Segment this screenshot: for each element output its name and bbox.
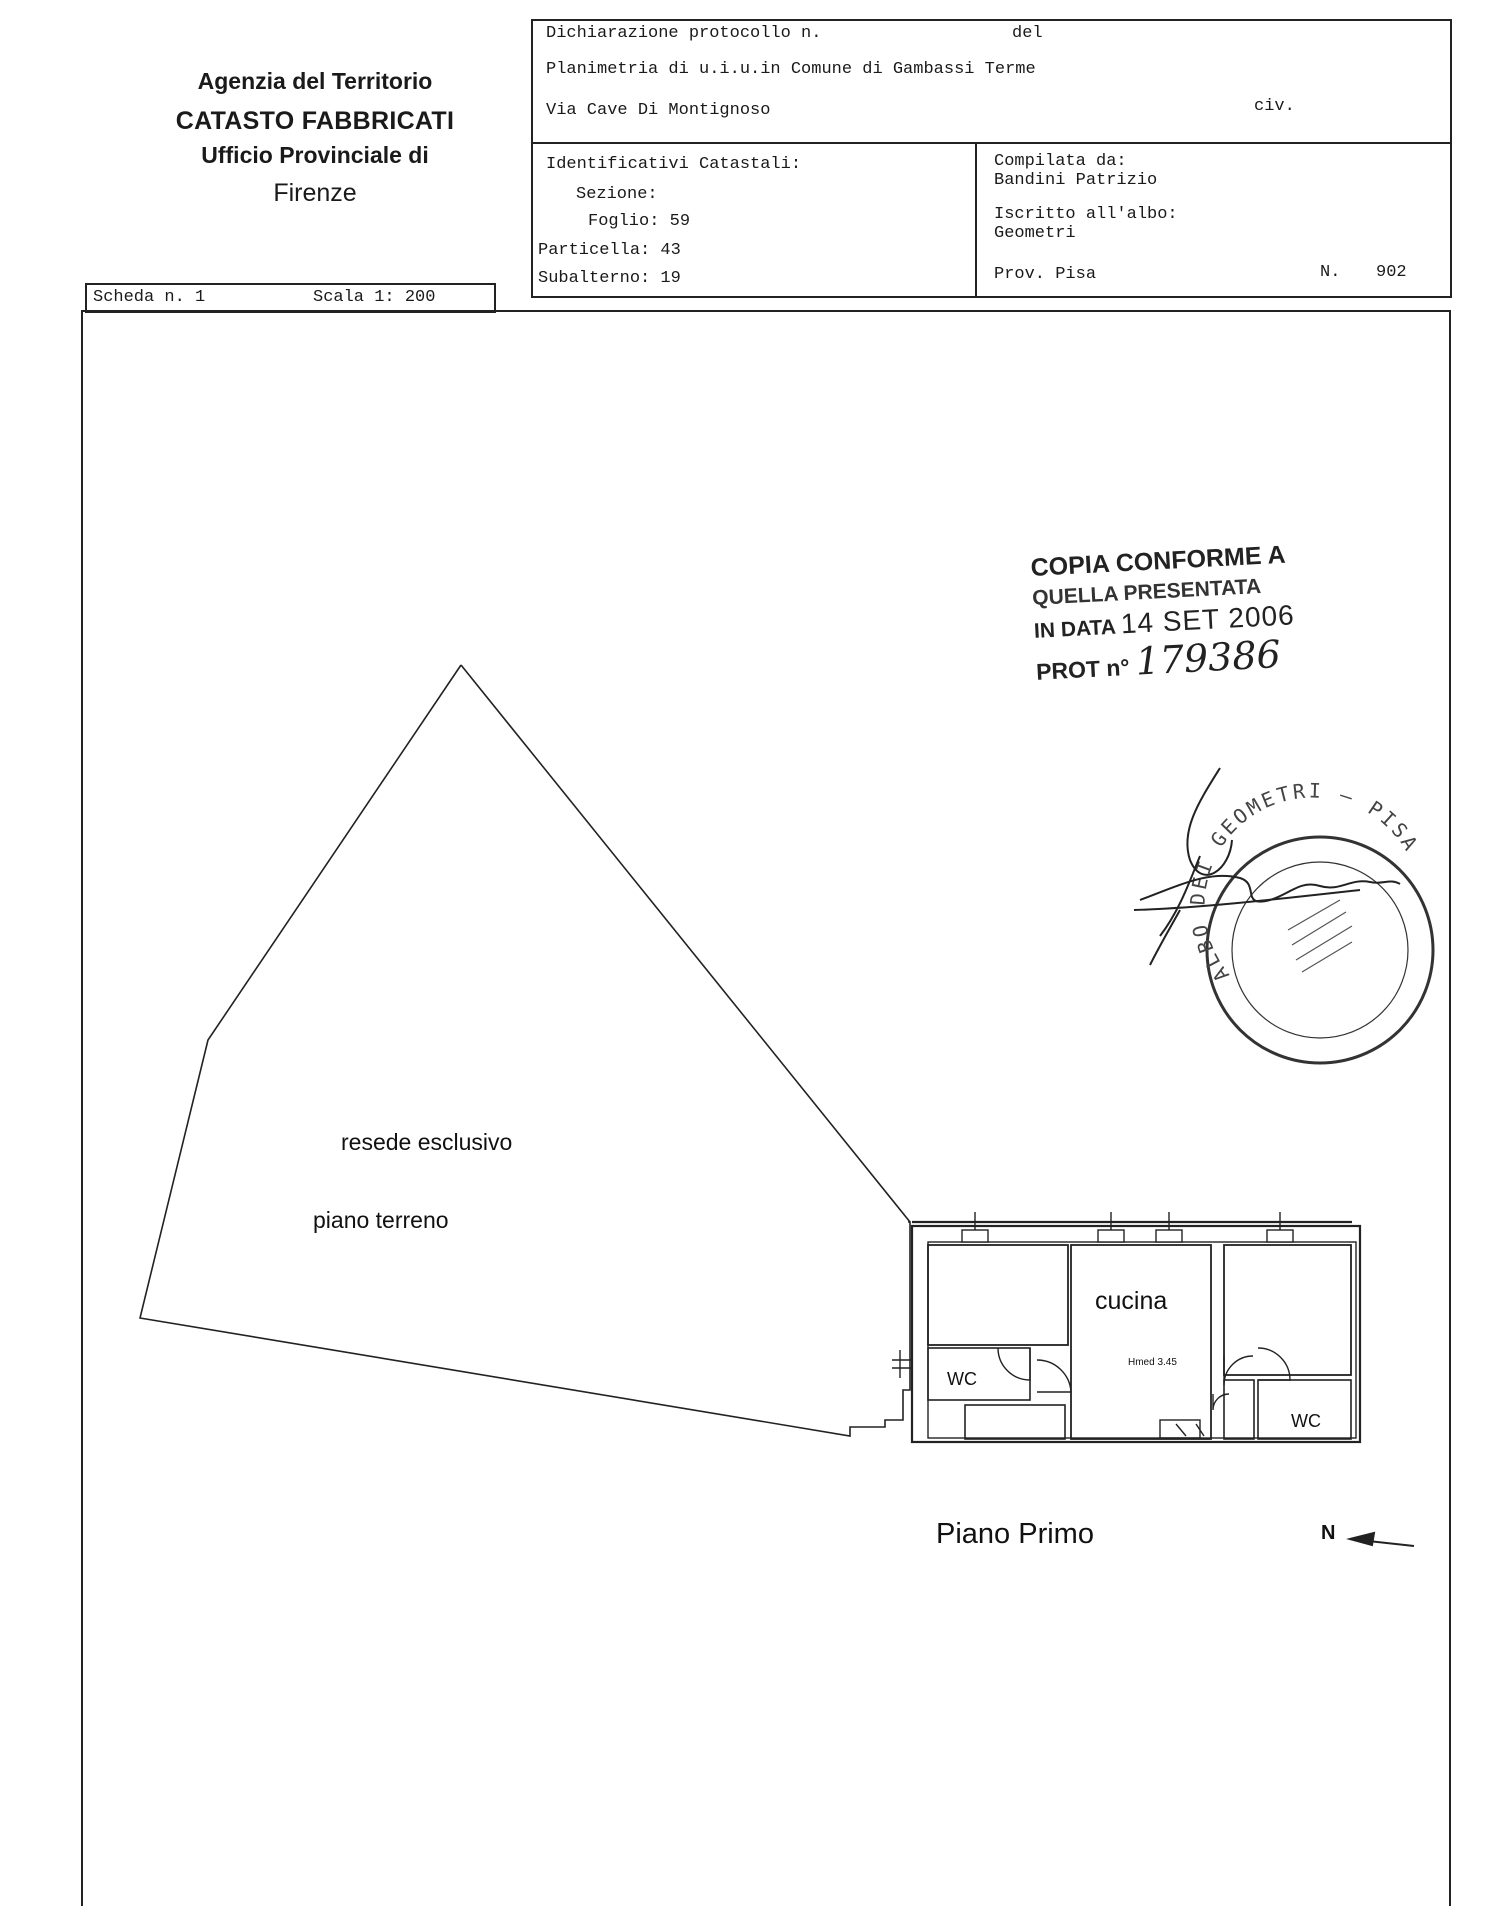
registered-body: Geometri [994, 224, 1076, 243]
first-floor-label: Piano Primo [936, 1518, 1094, 1550]
garden-label: resede esclusivo [341, 1129, 513, 1155]
copy-stamp [1030, 540, 1298, 688]
cadastral-ids-title: Identificativi Catastali: [546, 155, 802, 174]
ceiling-height-label: Hmed 3.45 [1128, 1357, 1177, 1368]
svg-text:ALBO DEI GEOMETRI — PISA: ALBO DEI GEOMETRI — PISA [1185, 778, 1425, 987]
registered-label: Iscritto all'albo: [994, 205, 1178, 224]
protocol-label: Dichiarazione protocollo n. [546, 24, 822, 43]
wc-left-label: WC [947, 1369, 977, 1389]
province-field: Prov. Pisa [994, 265, 1097, 284]
compiled-by-name: Bandini Patrizio [994, 171, 1158, 190]
wc-right-label: WC [1291, 1411, 1321, 1431]
north-arrow [1350, 1533, 1414, 1546]
address-line: Via Cave Di Montignoso [546, 101, 771, 120]
catasto-title: CATASTO FABBRICATI [175, 107, 455, 135]
planimetria-line: Planimetria di u.i.u.in Comune di Gambassi Terme [546, 60, 1036, 79]
stamp-date-prefix: IN DATA [1033, 615, 1116, 643]
stamp-prot-prefix: PROT n° [1035, 653, 1131, 685]
stamp-prot-number: 179386 [1134, 632, 1282, 684]
stamp-date: 14 SET 2006 [1120, 599, 1296, 640]
north-label: N [1321, 1522, 1336, 1544]
signature-and-seal [1120, 760, 1450, 1090]
registration-number: 902 [1376, 263, 1407, 282]
stamp-line-1: COPIA CONFORME A [1030, 540, 1287, 582]
registration-number-label: N. [1320, 263, 1341, 282]
protocol-date-label: del [1012, 24, 1043, 43]
subalterno-field: Subalterno: 19 [538, 269, 681, 288]
office-city: Firenze [273, 179, 357, 207]
drawing-scale: Scala 1: 200 [313, 288, 436, 307]
sezione-field: Sezione: [576, 185, 658, 204]
sheet-number: Scheda n. 1 [93, 288, 206, 307]
civic-number-label: civ. [1254, 97, 1295, 116]
garden-outline [140, 665, 910, 1436]
stamp-line-2: QUELLA PRESENTATA [1031, 574, 1262, 610]
ground-floor-label: piano terreno [313, 1207, 449, 1233]
foglio-field: Foglio: 59 [588, 212, 691, 231]
compiled-by-title: Compilata da: [994, 152, 1127, 171]
official-seal [1185, 778, 1433, 1063]
building-plan [912, 1222, 1360, 1442]
kitchen-label: cucina [1095, 1287, 1168, 1315]
particella-field: Particella: 43 [538, 241, 681, 260]
agency-name: Agenzia del Territorio [197, 68, 433, 94]
office-label: Ufficio Provinciale di [201, 142, 429, 168]
